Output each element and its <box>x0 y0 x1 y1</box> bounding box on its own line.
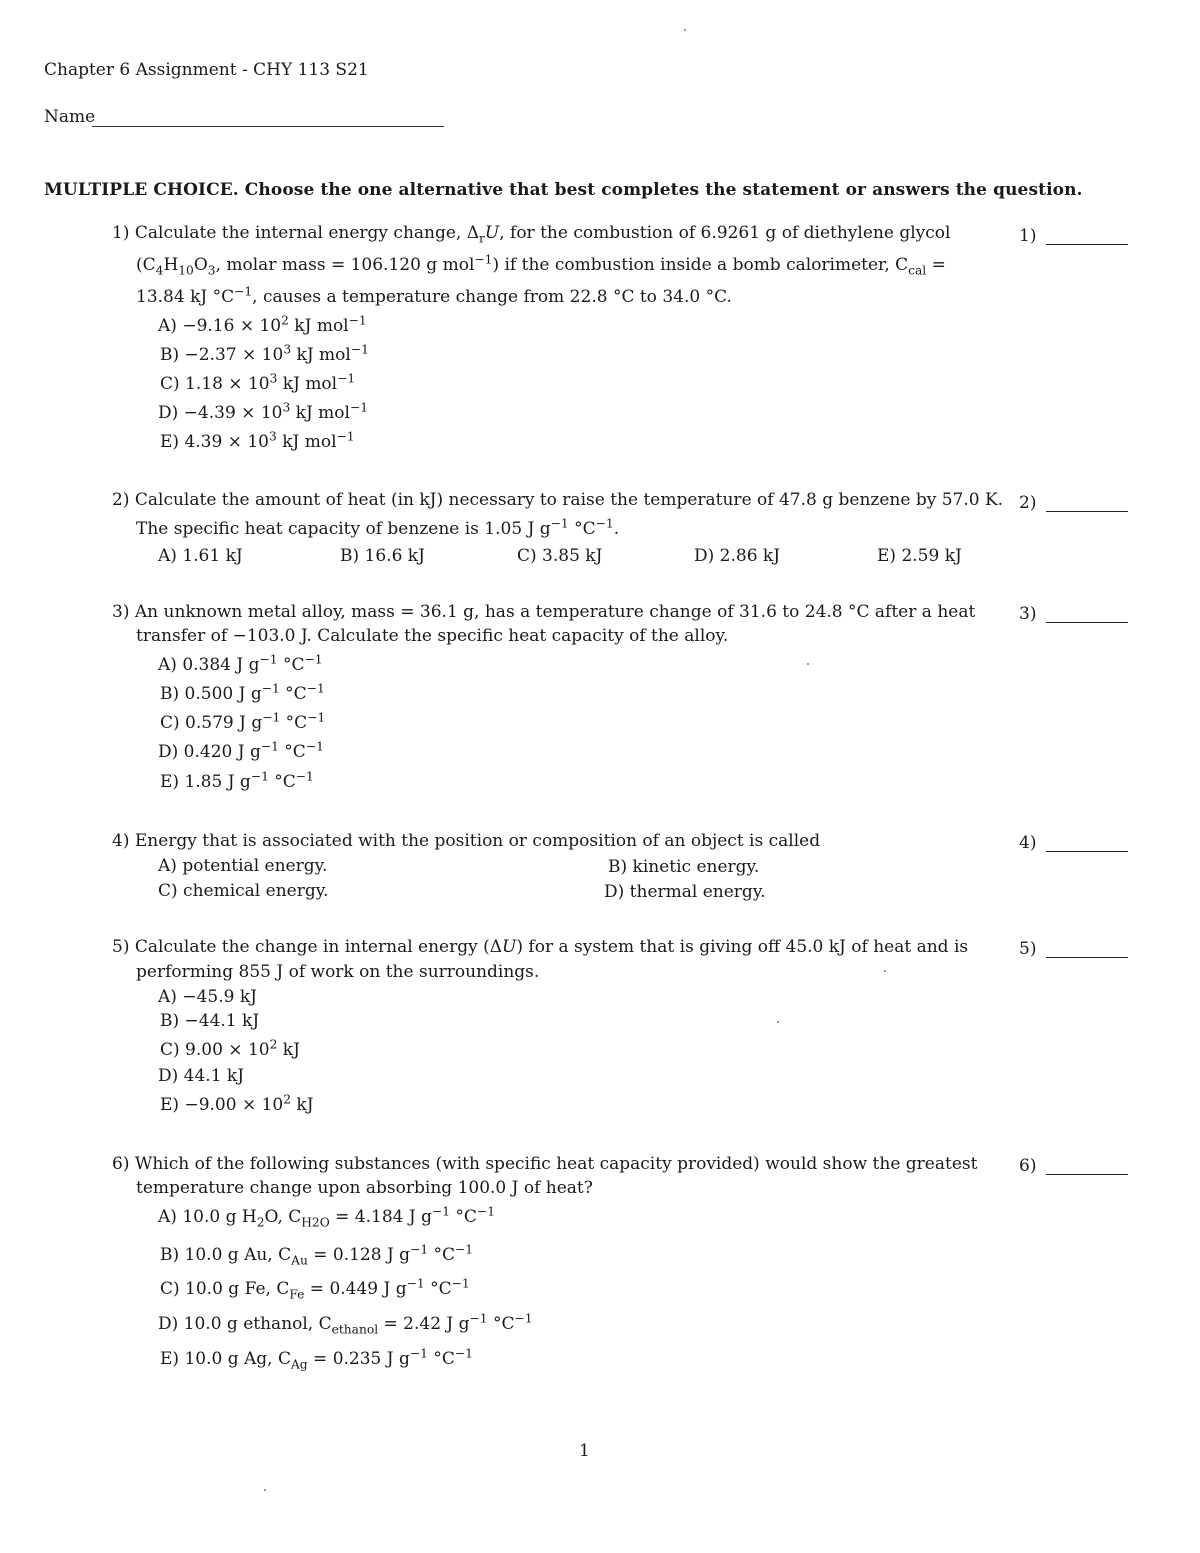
question-3-number: 3) <box>112 602 130 622</box>
question-2-line-2: The specific heat capacity of benzene is 1.05 J $g^{-1}$ $^\circ C^{-1}$. <box>136 516 620 539</box>
q4-option-a[interactable]: A) potential energy. <box>158 856 328 876</box>
question-1-number: 1) <box>112 223 130 243</box>
q4-option-d[interactable]: D) thermal energy. <box>604 882 766 902</box>
q5-option-a[interactable]: A) −45.9 kJ <box>158 987 257 1007</box>
answer-4-label: 4) <box>1019 833 1037 853</box>
answer-2-label: 2) <box>1019 493 1037 513</box>
answer-5-blank[interactable] <box>1046 957 1128 958</box>
q6-option-d[interactable]: D) 10.0 g ethanol, $C_{ethanol} = 2.42$ J $g^{-1}$ $^\circ C^{-1}$ <box>158 1311 533 1337</box>
page-number: 1 <box>579 1441 590 1461</box>
q2-option-a[interactable]: A) 1.61 kJ <box>158 546 243 566</box>
question-5-line-1: 5) Calculate the change in internal energy (ΔU) for a system that is giving off 45.0 kJ of heat and is <box>112 937 969 957</box>
q3-option-d[interactable]: D) 0.420 J $g^{-1}$ $^\circ C^{-1}$ <box>158 739 324 762</box>
q6-option-e[interactable]: E) 10.0 g Ag, $C_{Ag} = 0.235$ J $g^{-1}$ $^\circ C^{-1}$ <box>160 1346 473 1372</box>
question-1-line-1: 1) Calculate the internal energy change, $\Delta_rU$, for the combustion of 6.9261 g of diethylene glycol <box>112 223 951 246</box>
answer-3-blank[interactable] <box>1046 622 1128 623</box>
answer-6-blank[interactable] <box>1046 1174 1128 1175</box>
name-field-line[interactable] <box>92 126 444 127</box>
q2-option-b[interactable]: B) 16.6 kJ <box>340 546 425 566</box>
question-3-line-1: 3) An unknown metal alloy, mass = 36.1 g, has a temperature change of 31.6 to 24.8 °C after a heat <box>112 602 976 622</box>
answer-2-blank[interactable] <box>1046 511 1128 512</box>
question-5-number: 5) <box>112 937 130 957</box>
question-3-line-2: transfer of −103.0 J. Calculate the specific heat capacity of the alloy. <box>136 626 729 646</box>
section-instructions: MULTIPLE CHOICE. Choose the one alternative that best completes the statement or answers the question. <box>44 180 1083 200</box>
question-2-number: 2) <box>112 490 130 510</box>
q6-option-c[interactable]: C) 10.0 g Fe, $C_{Fe} = 0.449$ J $g^{-1}$ $^\circ C^{-1}$ <box>160 1276 470 1302</box>
answer-1-label: 1) <box>1019 226 1037 246</box>
q4-option-b[interactable]: B) kinetic energy. <box>608 857 760 877</box>
answer-4-blank[interactable] <box>1046 851 1128 852</box>
scan-speck <box>777 1021 779 1023</box>
scan-speck <box>264 1489 266 1491</box>
q5-option-c[interactable]: C) $9.00 \times 10^2$ kJ <box>160 1037 300 1060</box>
q2-option-d[interactable]: D) 2.86 kJ <box>694 546 781 566</box>
q3-option-c[interactable]: C) 0.579 J $g^{-1}$ $^\circ C^{-1}$ <box>160 710 326 733</box>
answer-5-label: 5) <box>1019 939 1037 959</box>
q1-option-b[interactable]: $B) -2.37 \times 10^3$ kJ mol$^{-1}$ <box>160 342 369 365</box>
q2-option-e[interactable]: E) 2.59 kJ <box>877 546 962 566</box>
q6-option-a[interactable]: A) 10.0 g $H_2O$, $C_{H2O} = 4.184$ J $g^{-1}$ $^\circ C^{-1}$ <box>158 1204 495 1230</box>
question-1-line-2: ($C_4H_{10}O_3$, molar mass = 106.120 g mol$^{-1}$) if the combustion inside a bomb calorimeter, $C_{cal}$ = <box>136 252 946 278</box>
q2-option-c[interactable]: C) 3.85 kJ <box>517 546 603 566</box>
name-label: Name <box>44 107 96 127</box>
scan-speck <box>684 29 686 31</box>
answer-1-blank[interactable] <box>1046 244 1128 245</box>
q1-option-e[interactable]: E) $4.39 \times 10^3$ kJ mol$^{-1}$ <box>160 429 355 452</box>
question-5-line-2: performing 855 J of work on the surroundings. <box>136 962 540 982</box>
question-4-number: 4) <box>112 831 130 851</box>
q3-option-a[interactable]: A) 0.384 J $g^{-1}$ $^\circ C^{-1}$ <box>158 652 323 675</box>
question-2-line-1: 2) Calculate the amount of heat (in kJ) necessary to raise the temperature of 47.8 g benzene by 57.0 K. <box>112 490 1004 510</box>
q1-option-d[interactable]: $D) -4.39 \times 10^3$ kJ mol$^{-1}$ <box>158 400 369 423</box>
question-6-line-2: temperature change upon absorbing 100.0 J of heat? <box>136 1178 593 1198</box>
question-4-line-1: 4) Energy that is associated with the position or composition of an object is called <box>112 831 821 851</box>
q4-option-c[interactable]: C) chemical energy. <box>158 881 329 901</box>
q3-option-b[interactable]: B) 0.500 J $g^{-1}$ $^\circ C^{-1}$ <box>160 681 325 704</box>
answer-6-label: 6) <box>1019 1156 1037 1176</box>
question-6-number: 6) <box>112 1154 130 1174</box>
assignment-title: Chapter 6 Assignment - CHY 113 S21 <box>44 60 369 80</box>
scan-speck <box>884 970 886 972</box>
question-1-line-3: 13.84 kJ $^\circ C^{-1}$, causes a temperature change from 22.8 °C to 34.0 °C. <box>136 284 732 307</box>
q5-option-d[interactable]: D) 44.1 kJ <box>158 1066 245 1086</box>
q3-option-e[interactable]: E) 1.85 J $g^{-1}$ $^\circ C^{-1}$ <box>160 769 314 792</box>
q5-option-e[interactable]: $E) -9.00 \times 10^2$ kJ <box>160 1092 314 1115</box>
q5-option-b[interactable]: B) −44.1 kJ <box>160 1011 260 1031</box>
scan-speck <box>807 663 809 665</box>
q1-option-a[interactable]: $A) -9.16 \times 10^2$ kJ mol$^{-1}$ <box>158 313 367 336</box>
answer-3-label: 3) <box>1019 604 1037 624</box>
question-6-line-1: 6) Which of the following substances (with specific heat capacity provided) would show the greatest <box>112 1154 978 1174</box>
q6-option-b[interactable]: B) 10.0 g Au, $C_{Au} = 0.128$ J $g^{-1}$ $^\circ C^{-1}$ <box>160 1242 474 1268</box>
q1-option-c[interactable]: C) $1.18 \times 10^3$ kJ mol$^{-1}$ <box>160 371 356 394</box>
